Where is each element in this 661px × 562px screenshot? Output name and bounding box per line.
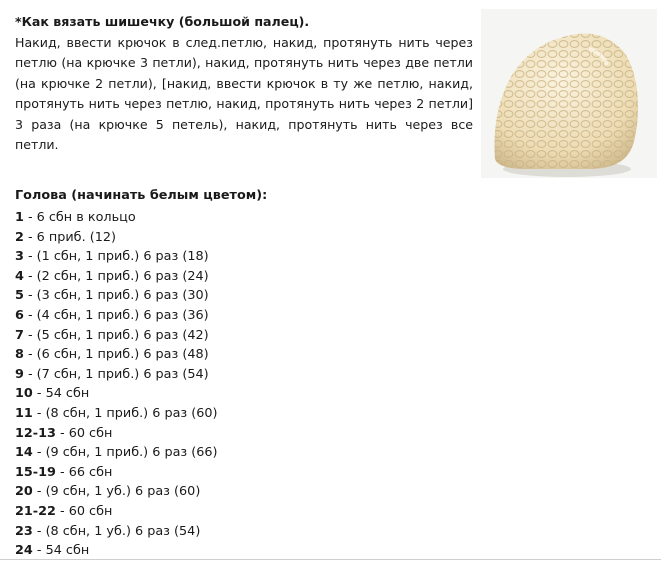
row-instruction: - (3 сбн, 1 приб.) 6 раз (30) (23, 288, 209, 304)
row-instruction: - (8 сбн, 1 приб.) 6 раз (60) (32, 405, 218, 421)
pattern-row (15, 208, 218, 228)
row-number: 8 (15, 347, 24, 363)
row-instruction: - (4 сбн, 1 приб.) 6 раз (36) (23, 307, 209, 323)
pattern-row (15, 345, 218, 365)
pattern-row (15, 306, 218, 326)
row-number: 6 (15, 307, 24, 323)
row-instruction: - (1 сбн, 1 приб.) 6 раз (18) (23, 249, 209, 265)
pattern-row (15, 424, 218, 444)
pattern-row (15, 541, 218, 561)
row-number: 23 (15, 523, 33, 539)
bottom-divider (0, 559, 661, 560)
row-number: 9 (15, 366, 24, 382)
pattern-row (15, 286, 218, 306)
pattern-row (15, 247, 218, 267)
row-instruction: - (6 сбн, 1 приб.) 6 раз (48) (23, 347, 209, 363)
row-instruction: - 60 сбн (55, 503, 113, 519)
row-instruction: - (8 сбн, 1 уб.) 6 раз (54) (32, 523, 201, 539)
pattern-row (15, 463, 218, 483)
row-number: 4 (15, 268, 24, 284)
intro-title: *Как вязать шишечку (большой палец). (15, 14, 310, 29)
intro-text: Накид, ввести крючок в след.петлю, накид, протянуть нить через петлю (на крючке 3 петли), накид, протянуть нить через две петли (на крючке 2 петли), [накид, ввести крючок в ту же петлю, накид, протянуть нить через петлю, накид, протянуть нить через 2 петли] 3 раза (на крючке 5 петель), накид, протянуть нить через все петли. (15, 34, 473, 152)
row-number: 11 (15, 405, 33, 421)
row-number: 15-19 (15, 464, 56, 480)
pattern-row (15, 443, 218, 463)
row-number: 7 (15, 327, 24, 343)
row-number: 3 (15, 249, 24, 265)
pattern-row (15, 502, 218, 522)
row-instruction: - (9 сбн, 1 уб.) 6 раз (60) (32, 484, 201, 500)
row-number: 20 (15, 484, 33, 500)
row-number: 12-13 (15, 425, 56, 441)
row-instruction: - 54 сбн (32, 543, 90, 559)
row-instruction: - 66 сбн (55, 464, 113, 480)
row-instruction: - 6 приб. (12) (23, 229, 116, 245)
pattern-row (15, 384, 218, 404)
pattern-row (15, 267, 218, 287)
row-number: 10 (15, 386, 33, 402)
row-number: 2 (15, 229, 24, 245)
pattern-row (15, 522, 218, 542)
row-instruction: - (7 сбн, 1 приб.) 6 раз (54) (23, 366, 209, 382)
head-section-title: Голова (начинать белым цветом): (15, 188, 268, 203)
row-number: 1 (15, 210, 24, 225)
pattern-row (15, 326, 218, 346)
head-rows-list (15, 208, 218, 561)
pattern-row (15, 404, 218, 424)
row-instruction: - (5 сбн, 1 приб.) 6 раз (42) (23, 327, 209, 343)
row-instruction: - 6 сбн в кольцо (23, 210, 136, 225)
row-instruction: - 60 сбн (55, 425, 113, 441)
row-number: 14 (15, 445, 33, 461)
row-number: 21-22 (15, 503, 56, 519)
intro-block (15, 12, 473, 156)
row-instruction: - 54 сбн (32, 386, 90, 402)
row-number: 5 (15, 288, 24, 304)
row-instruction: - (9 сбн, 1 приб.) 6 раз (66) (32, 445, 218, 461)
pattern-row (15, 482, 218, 502)
row-instruction: - (2 сбн, 1 приб.) 6 раз (24) (23, 268, 209, 284)
pattern-row (15, 228, 218, 248)
crocheted-bobble-photo (481, 9, 657, 178)
pattern-row (15, 365, 218, 385)
row-number: 24 (15, 543, 33, 559)
